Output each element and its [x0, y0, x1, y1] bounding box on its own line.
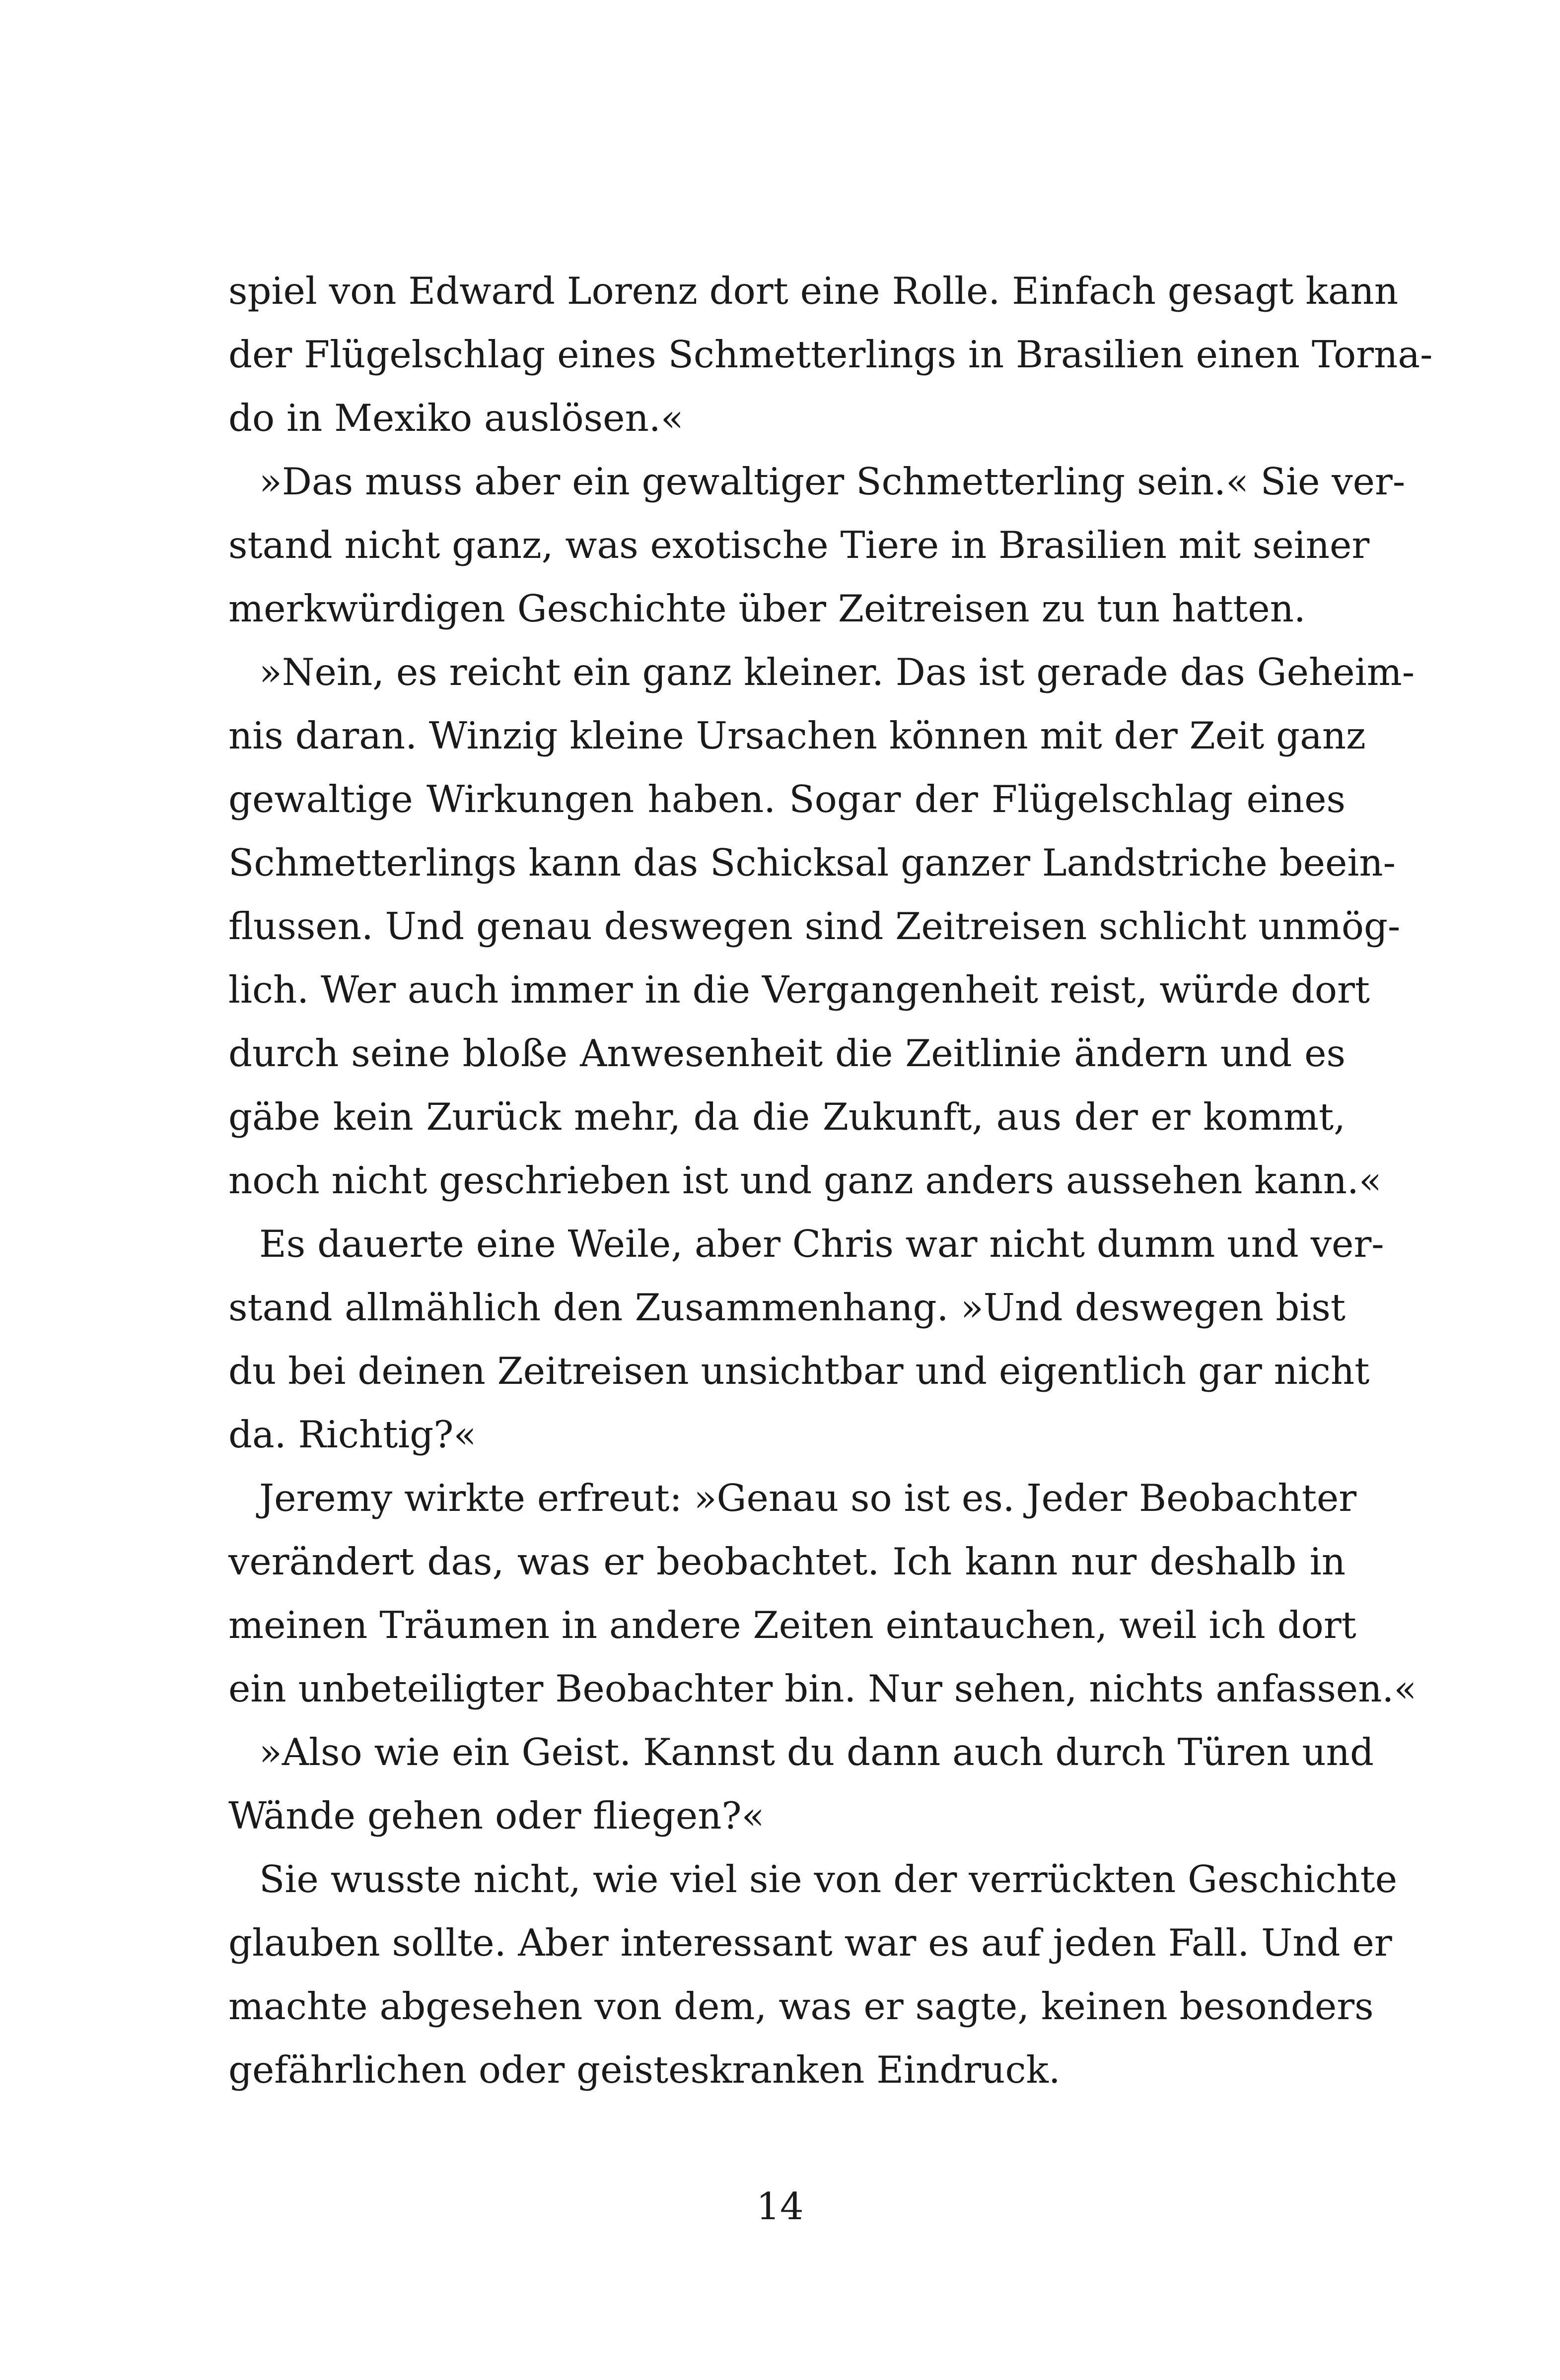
paragraph-7 [228, 1847, 1398, 2102]
text-line: Es dauerte eine Weile, aber Chris war nicht dumm und ver- [259, 1222, 1384, 1266]
text-line: glauben sollte. Aber interessant war es auf jeden Fall. Und er [228, 1921, 1392, 1965]
text-line: gewaltige Wirkungen haben. Sogar der Flügelschlag eines [228, 777, 1346, 821]
text-line: flussen. Und genau deswegen sind Zeitreisen schlicht unmög- [228, 904, 1401, 948]
text-line: merkwürdigen Geschichte über Zeitreisen zu tun hatten. [228, 587, 1306, 630]
text-line: »Also wie ein Geist. Kannst du dann auch durch Türen und [259, 1730, 1374, 1774]
paragraph-1 [228, 259, 1433, 450]
text-line: »Nein, es reicht ein ganz kleiner. Das ist gerade das Geheim- [259, 650, 1415, 694]
text-line: der Flügelschlag eines Schmetterlings in Brasilien einen Torna- [228, 333, 1433, 376]
text-line: Schmetterlings kann das Schicksal ganzer Landstriche beein- [228, 841, 1396, 884]
text-line: nis daran. Winzig kleine Ursachen können mit der Zeit ganz [228, 714, 1366, 757]
paragraph-5 [228, 1466, 1417, 1720]
text-line: meinen Träumen in andere Zeiten eintauchen, weil ich dort [228, 1603, 1356, 1647]
text-line: do in Mexiko auslösen.« [228, 396, 684, 440]
text-line: Wände gehen oder fliegen?« [228, 1794, 765, 1837]
text-line: Jeremy wirkte erfreut: »Genau so ist es. Jeder Beobachter [259, 1476, 1357, 1520]
paragraph-2 [228, 450, 1406, 640]
paragraph-3 [228, 640, 1415, 1212]
text-line: »Das muss aber ein gewaltiger Schmetterling sein.« Sie ver- [259, 460, 1406, 503]
text-line: verändert das, was er beobachtet. Ich kann nur deshalb in [228, 1540, 1346, 1583]
paragraph-4 [228, 1212, 1384, 1466]
text-line: ein unbeteiligter Beobachter bin. Nur sehen, nichts anfassen.« [228, 1667, 1417, 1710]
text-line: spiel von Edward Lorenz dort eine Rolle. Einfach gesagt kann [228, 269, 1399, 313]
text-line: Sie wusste nicht, wie viel sie von der verrückten Geschichte [259, 1857, 1398, 1901]
text-line: lich. Wer auch immer in die Vergangenheit reist, würde dort [228, 968, 1370, 1012]
page-number: 14 [756, 2184, 804, 2228]
text-line: du bei deinen Zeitreisen unsichtbar und eigentlich gar nicht [228, 1349, 1370, 1393]
text-line: stand allmählich den Zusammenhang. »Und deswegen bist [228, 1286, 1346, 1329]
paragraph-6 [228, 1720, 1374, 1847]
text-line: machte abgesehen von dem, was er sagte, keinen besonders [228, 1984, 1374, 2028]
text-line: gäbe kein Zurück mehr, da die Zukunft, aus der er kommt, [228, 1095, 1346, 1139]
text-line: noch nicht geschrieben ist und ganz anders aussehen kann.« [228, 1158, 1382, 1202]
text-line: gefährlichen oder geisteskranken Eindruck. [228, 2048, 1061, 2092]
text-line: stand nicht ganz, was exotische Tiere in Brasilien mit seiner [228, 523, 1370, 567]
text-line: da. Richtig?« [228, 1413, 477, 1456]
body-text [228, 259, 1433, 2102]
text-line: durch seine bloße Anwesenheit die Zeitlinie ändern und es [228, 1031, 1346, 1075]
